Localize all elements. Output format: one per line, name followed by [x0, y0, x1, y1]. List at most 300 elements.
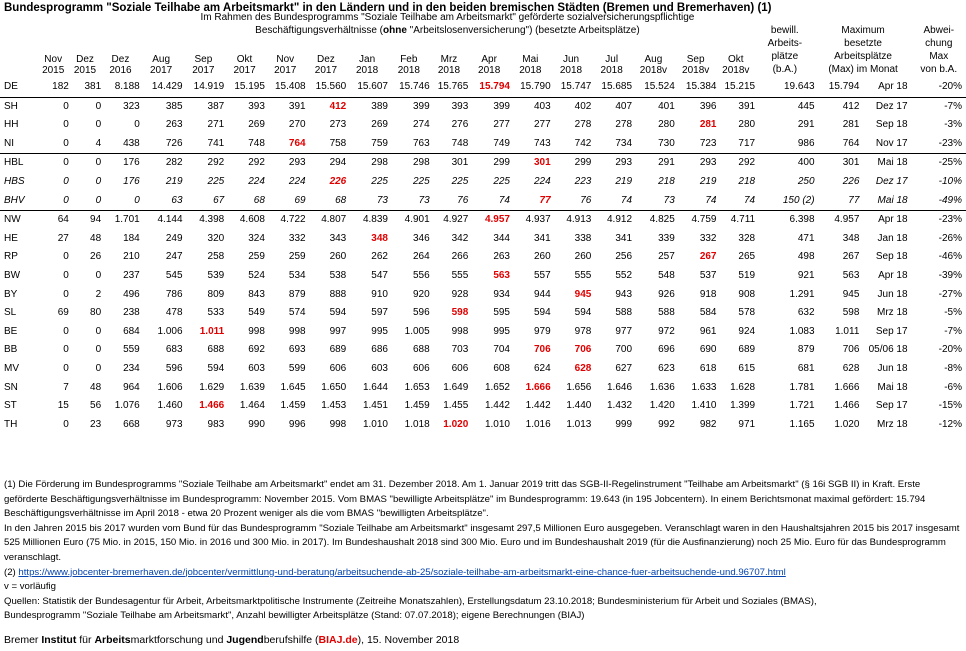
table-cell: 15.560 [315, 81, 347, 92]
table-cell: 594 [207, 362, 225, 374]
column-header: Nov 2017 [274, 54, 297, 76]
table-cell: 0 [69, 97, 101, 116]
table-cell: 618 [699, 362, 717, 374]
max-month-cell: Mai 18 [877, 194, 908, 206]
table-cell: 549 [248, 307, 265, 319]
table-cell: 277 [493, 119, 510, 131]
bewilligte-plaetze-cell: 1.781 [789, 381, 815, 393]
table-cell: 688 [413, 344, 430, 356]
max-month-cell: Apr 18 [878, 269, 908, 281]
table-cell: 1.464 [239, 400, 265, 412]
table-cell: 603 [371, 362, 388, 374]
table-cell: 595 [493, 307, 510, 319]
table-cell: 555 [574, 269, 592, 281]
table-cell: 74 [743, 194, 756, 206]
maximum-cell: 281 [842, 119, 860, 131]
row-label: SL [4, 307, 17, 319]
column-header: Okt 2017 [233, 54, 256, 76]
max-month-cell: Mrz 18 [877, 307, 908, 319]
table-cell: 23 [90, 418, 102, 430]
table-cell: 999 [615, 418, 633, 430]
column-header: Dez 2015 [73, 54, 97, 76]
note-vorlaeufig: v = vorläufig [4, 581, 56, 593]
table-cell: 68 [335, 194, 347, 206]
bewilligte-plaetze-cell: 400 [755, 154, 814, 173]
max-month-cell: Nov 17 [875, 137, 908, 149]
table-cell: 247 [165, 251, 183, 263]
maximum-cell: 4.957 [815, 211, 860, 230]
maximum-cell: 598 [842, 307, 860, 319]
table-cell: 0 [95, 119, 102, 131]
table-cell: 928 [451, 288, 469, 300]
table-cell: 534 [288, 269, 306, 281]
table-cell: 995 [493, 325, 510, 337]
abweichung-cell: -20% [938, 344, 962, 356]
table-cell: 1.010 [362, 418, 388, 430]
table-cell: 224 [288, 175, 306, 187]
table-cell: 0 [95, 344, 102, 356]
table-cell: 4.957 [468, 211, 510, 230]
table-cell: 557 [533, 269, 551, 281]
bewilligte-plaetze-cell: 471 [797, 232, 815, 244]
table-cell: 1.018 [404, 418, 430, 430]
table-cell: 393 [224, 97, 265, 116]
bewilligte-plaetze-cell: 1.165 [789, 418, 815, 430]
row-label: BHV [4, 194, 25, 206]
table-cell: 263 [493, 251, 510, 263]
table-cell: 389 [346, 97, 388, 116]
table-cell: 545 [165, 269, 183, 281]
abweichung-cell: -6% [944, 381, 962, 393]
table-cell: 0 [63, 137, 69, 149]
table-cell: 4.825 [632, 211, 675, 230]
table-cell: 226 [329, 175, 347, 187]
notes [4, 478, 964, 624]
table-cell: 1.076 [114, 400, 140, 412]
table-cell: 219 [615, 175, 633, 187]
column-header: Okt 2018v [722, 54, 750, 76]
table-cell: 237 [123, 269, 140, 281]
bewilligte-plaetze-cell: 498 [797, 251, 815, 263]
abweichung-cell: -27% [938, 288, 962, 300]
table-cell: 552 [615, 269, 633, 281]
table-cell: 1.432 [606, 400, 633, 412]
table-cell: 1.013 [566, 418, 592, 430]
row-label: HE [4, 232, 18, 244]
table-cell: 67 [213, 194, 225, 206]
table-cell: 524 [248, 269, 265, 281]
table-cell: 277 [533, 119, 551, 131]
table-cell: 1.410 [691, 400, 717, 412]
abweichung-cell: -23% [938, 137, 962, 149]
table-cell: 8.188 [114, 81, 140, 92]
table-cell: 1.466 [199, 400, 225, 412]
max-month-cell: Jan 18 [877, 232, 908, 244]
max-month-cell: Sep 17 [875, 400, 908, 412]
maximum-cell: 15.794 [828, 81, 860, 92]
row-label: TH [4, 418, 18, 430]
table-cell: 0 [95, 194, 102, 206]
table-cell: 764 [288, 137, 306, 149]
table-cell: 0 [95, 362, 102, 374]
maximum-cell: 77 [848, 194, 860, 206]
table-cell: 730 [658, 137, 675, 149]
table-cell: 292 [717, 154, 756, 173]
table-cell: 924 [738, 325, 756, 337]
table-cell: 56 [90, 400, 102, 412]
table-cell: 943 [615, 288, 633, 300]
column-header: Aug 2017 [150, 54, 173, 76]
table-cell: 332 [288, 232, 306, 244]
row-label: HBL [0, 154, 38, 173]
column-header: Dez 2017 [314, 54, 338, 76]
table-cell: 299 [468, 154, 510, 173]
table-cell: 0 [63, 325, 69, 337]
table-cell: 623 [658, 362, 675, 374]
table-cell: 403 [510, 97, 551, 116]
table-cell: 668 [123, 418, 140, 430]
table-cell: 749 [493, 137, 510, 149]
table-cell: 979 [533, 325, 551, 337]
table-cell: 218 [658, 175, 675, 187]
table-cell: 888 [329, 288, 347, 300]
biaj-link[interactable]: BIAJ.de [318, 634, 358, 646]
row-label: SN [4, 381, 18, 393]
abweichung-cell: -39% [938, 269, 962, 281]
table-row [0, 116, 966, 135]
table-cell: 599 [288, 362, 306, 374]
table-cell: 1.639 [239, 381, 265, 393]
table-cell: 265 [738, 251, 756, 263]
table-cell: 693 [288, 344, 306, 356]
table-cell: 983 [207, 418, 225, 430]
sources-line-2: Bundesprogramm "Soziale Teilhabe am Arbeitsmarkt", Anzahl bewilligter Arbeitsplätze (Stand: 07.07.2018); eigene Berechnungen (BIAJ) [4, 610, 585, 622]
abweichung-cell: -8% [944, 362, 962, 374]
abweichung-cell: -12% [938, 418, 962, 430]
table-cell: 15 [57, 400, 69, 412]
table-cell: 998 [329, 418, 347, 430]
table-cell: 692 [248, 344, 265, 356]
row-label: HH [4, 119, 19, 131]
table-cell: 387 [183, 97, 225, 116]
table-cell: 73 [418, 194, 430, 206]
abweichung-cell: -10% [938, 175, 962, 187]
maximum-cell: 1.020 [834, 418, 860, 430]
header-bewilligte-plaetze: bewill. Arbeits- plätze (b.A.) [767, 25, 803, 75]
table-cell: 15.195 [234, 81, 265, 92]
note-1: (1) Die Förderung im Bundesprogramms "Soziale Teilhabe am Arbeitsmarkt" endet am 31. Dezember 2018. Am 1. Januar 2019 tritt das SGB-II-Regelinstrument "Teilhabe am Arbeitsmarkt" (§ 16i SGB II) in Kraft. Erste geförderte Beschäftigungsverhältnisse im Bundesprogramm: November 2015. Vom BMAS "bewilligte Arbeitsplätze" im Bundesprogramm: 19.643 (in 195 Jobcentern). In einem Berichtsmonat maximal gefördert: 15.794 Beschäftigungsverhältnisse im April 2018 - etwa 20 Prozent weniger als die vom BMAS "bewilligten Arbeitsplätze". [4, 479, 926, 520]
table-cell: 1.442 [525, 400, 551, 412]
table-cell: 301 [430, 154, 469, 173]
table-cell: 7 [63, 381, 69, 393]
table-cell: 2 [95, 288, 102, 300]
table-cell: 48 [90, 232, 102, 244]
max-month-cell: Sep 18 [875, 251, 908, 263]
maximum-cell: 706 [842, 344, 860, 356]
table-cell: 690 [699, 344, 717, 356]
table-cell: 758 [329, 137, 347, 149]
column-header: Mrz 2018 [437, 54, 461, 76]
maximum-cell: 226 [842, 175, 860, 187]
table-cell: 982 [699, 418, 717, 430]
table-cell: 401 [632, 97, 675, 116]
table-cell: 293 [675, 154, 717, 173]
table-cell: 344 [493, 232, 510, 244]
table-cell: 69 [57, 307, 69, 319]
table-cell: 4.913 [551, 211, 592, 230]
table-cell: 381 [84, 81, 102, 92]
table-cell: 624 [533, 362, 551, 374]
bewilligte-plaetze-cell: 879 [797, 344, 815, 356]
table-cell: 234 [123, 362, 140, 374]
table-cell: 742 [574, 137, 592, 149]
table-cell: 0 [95, 325, 102, 337]
column-header: Sep 2018v [682, 54, 710, 76]
table-cell: 438 [123, 137, 140, 149]
table-cell: 978 [574, 325, 592, 337]
table-cell: 399 [468, 97, 510, 116]
table-cell: 264 [413, 251, 430, 263]
table-cell: 700 [615, 344, 633, 356]
table-cell: 4.398 [183, 211, 225, 230]
table-cell: 292 [183, 154, 225, 173]
table-cell: 0 [63, 194, 69, 206]
table-cell: 973 [165, 418, 183, 430]
row-label: BE [4, 325, 18, 337]
maximum-cell: 348 [842, 232, 860, 244]
table-cell: 537 [699, 269, 717, 281]
table-cell: 184 [123, 232, 140, 244]
row-label: RP [4, 251, 18, 263]
table-cell: 539 [207, 269, 225, 281]
table-cell: 547 [371, 269, 388, 281]
table-cell: 998 [451, 325, 469, 337]
column-header: Nov 2015 [42, 54, 65, 76]
table-cell: 292 [224, 154, 265, 173]
table-cell: 323 [101, 97, 140, 116]
table-cell: 763 [413, 137, 430, 149]
table-cell: 1.629 [199, 381, 225, 393]
table-row [0, 154, 966, 173]
max-month-cell: Mrz 18 [877, 418, 908, 430]
column-header: Jan 2018 [355, 54, 379, 76]
table-cell: 1.453 [321, 400, 347, 412]
maximum-cell: 1.011 [835, 325, 860, 337]
table-cell: 997 [329, 325, 347, 337]
table-cell: 741 [207, 137, 225, 149]
table-cell: 972 [658, 325, 675, 337]
table-cell: 293 [265, 154, 306, 173]
abweichung-cell: -7% [944, 325, 962, 337]
table-cell: 320 [207, 232, 225, 244]
table-cell: 496 [123, 288, 140, 300]
table-cell: 176 [123, 175, 140, 187]
table-cell: 74 [705, 194, 717, 206]
table-cell: 809 [207, 288, 225, 300]
table-cell: 267 [699, 251, 717, 263]
sources-line-1: Quellen: Statistik der Bundesagentur für Arbeit, Arbeitsmarktpolitische Instrumente (Zeitreihe Monatszahlen), Erstellungsdatum 23.10.2018; Bundesministerium für Arbeit und Soziales (BMAS), [4, 595, 817, 607]
max-month-cell: Mai 18 [877, 381, 908, 393]
table-row [0, 173, 966, 192]
table-cell: 734 [615, 137, 633, 149]
table-cell: 1.653 [404, 381, 430, 393]
table-cell: 594 [574, 307, 592, 319]
table-cell: 1.460 [157, 400, 183, 412]
table-cell: 328 [738, 232, 756, 244]
table-cell: 1.442 [484, 400, 510, 412]
table-cell: 578 [738, 307, 756, 319]
table-cell: 346 [413, 232, 430, 244]
table-cell: 606 [413, 362, 430, 374]
table-cell: 1.666 [525, 381, 551, 393]
table-cell: 63 [171, 194, 183, 206]
column-header: Dez 2016 [109, 54, 132, 76]
table-cell: 945 [574, 288, 592, 300]
table-cell: 533 [207, 307, 225, 319]
table-cell: 280 [658, 119, 675, 131]
table-cell: 15.384 [685, 81, 717, 92]
table-cell: 4.711 [717, 211, 756, 230]
table-cell: 26 [90, 251, 102, 263]
table-cell: 1.459 [404, 400, 430, 412]
table-cell: 260 [533, 251, 551, 263]
table-cell: 1.650 [321, 381, 347, 393]
table-row [0, 97, 966, 116]
table-cell: 0 [38, 154, 69, 173]
max-month-cell: Sep 17 [875, 325, 908, 337]
table-cell: 1.006 [157, 325, 183, 337]
table-cell: 584 [699, 307, 717, 319]
row-label: BW [4, 269, 21, 281]
footer-credit: Bremer Institut für Arbeitsmarktforschung und Jugendberufshilfe (BIAJ.de), 15. November 2018 [4, 634, 460, 646]
table-cell: 0 [38, 97, 69, 116]
table-cell: 4.912 [591, 211, 632, 230]
table-cell: 15.408 [274, 81, 306, 92]
table-cell: 218 [738, 175, 756, 187]
table-cell: 391 [717, 97, 756, 116]
table-cell: 224 [533, 175, 551, 187]
table-cell: 843 [248, 288, 265, 300]
table-row [0, 267, 966, 286]
table-cell: 281 [699, 119, 717, 131]
maximum-cell: 764 [842, 137, 860, 149]
row-label: DE [4, 81, 18, 92]
table-cell: 273 [329, 119, 347, 131]
table-cell: 688 [207, 344, 225, 356]
table-cell: 0 [63, 175, 69, 187]
table-cell: 278 [574, 119, 592, 131]
abweichung-cell: -15% [938, 400, 962, 412]
maximum-cell: 1.666 [834, 381, 860, 393]
table-cell: 686 [371, 344, 388, 356]
table-cell: 343 [329, 232, 347, 244]
max-month-cell: 05/06 18 [868, 344, 908, 356]
bewilligte-plaetze-cell: 1.291 [789, 288, 815, 300]
table-cell: 294 [306, 154, 347, 173]
table-cell: 594 [329, 307, 347, 319]
table-cell: 15.747 [560, 81, 592, 92]
table-cell: 628 [574, 362, 592, 374]
table-cell: 596 [413, 307, 430, 319]
table-cell: 276 [451, 119, 469, 131]
table-cell: 786 [165, 288, 183, 300]
table-cell: 14.429 [151, 81, 183, 92]
bewilligte-plaetze-cell: 19.643 [783, 81, 815, 92]
data-table [0, 12, 966, 434]
table-cell: 339 [658, 232, 675, 244]
table-cell: 14.919 [193, 81, 225, 92]
abweichung-cell: -25% [912, 154, 966, 173]
row-label: HBS [4, 175, 25, 187]
table-cell: 224 [248, 175, 265, 187]
maximum-cell: 628 [842, 362, 860, 374]
bewilligte-plaetze-cell: 1.721 [789, 400, 815, 412]
bewilligte-plaetze-cell: 291 [797, 119, 815, 131]
row-label: MV [4, 362, 19, 374]
row-label: BY [4, 288, 18, 300]
table-cell: 27 [57, 232, 69, 244]
column-header: Sep 2017 [192, 54, 215, 76]
table-cell: 995 [371, 325, 388, 337]
table-cell: 15.607 [357, 81, 388, 92]
table-cell: 926 [658, 288, 675, 300]
table-cell: 219 [699, 175, 717, 187]
table-cell: 603 [248, 362, 265, 374]
table-cell: 998 [248, 325, 265, 337]
table-cell: 257 [658, 251, 675, 263]
table-cell: 726 [165, 137, 183, 149]
table-cell: 1.451 [362, 400, 388, 412]
maximum-cell: 267 [842, 251, 860, 263]
corner-cell [0, 24, 38, 53]
jobcenter-link[interactable]: https://www.jobcenter-bremerhaven.de/jobcenter/vermittlung-und-beratung/arbeitsuchende-ab-25/soziale-teilhabe-am-arbeitsmarkt-eine-chance-fuer-arbeitsuchende-und.96707.html [18, 566, 786, 578]
table-cell: 934 [493, 288, 510, 300]
table-cell: 269 [248, 119, 265, 131]
table-cell: 4.807 [306, 211, 347, 230]
header-abweichung: Abwei- chung Max von b.A. [920, 25, 958, 75]
bewilligte-plaetze-cell: 250 [797, 175, 815, 187]
table-cell: 0 [63, 269, 69, 281]
table-cell: 77 [539, 194, 551, 206]
table-cell: 4 [95, 137, 102, 149]
table-cell: 238 [123, 307, 140, 319]
table-row [0, 323, 966, 342]
table-cell: 332 [699, 232, 717, 244]
table-cell: 1.455 [443, 400, 469, 412]
table-cell: 263 [165, 119, 183, 131]
table-cell: 48 [90, 381, 102, 393]
bewilligte-plaetze-cell: 445 [755, 97, 814, 116]
table-cell: 4.144 [140, 211, 183, 230]
table-cell: 4.839 [346, 211, 388, 230]
table-cell: 69 [294, 194, 306, 206]
table-cell: 249 [165, 232, 183, 244]
header-spacer [38, 24, 140, 53]
table-cell: 76 [457, 194, 469, 206]
table-cell: 910 [371, 288, 388, 300]
table-cell: 64 [38, 211, 69, 230]
table-cell: 4.901 [388, 211, 430, 230]
table-cell: 291 [632, 154, 675, 173]
table-cell: 225 [413, 175, 430, 187]
table-cell: 1.656 [566, 381, 592, 393]
bewilligte-plaetze-cell: 6.398 [755, 211, 814, 230]
bewilligte-plaetze-cell: 921 [797, 269, 815, 281]
table-cell: 225 [451, 175, 469, 187]
table-cell: 998 [288, 325, 306, 337]
table-cell: 399 [388, 97, 430, 116]
table-cell: 1.701 [101, 211, 140, 230]
